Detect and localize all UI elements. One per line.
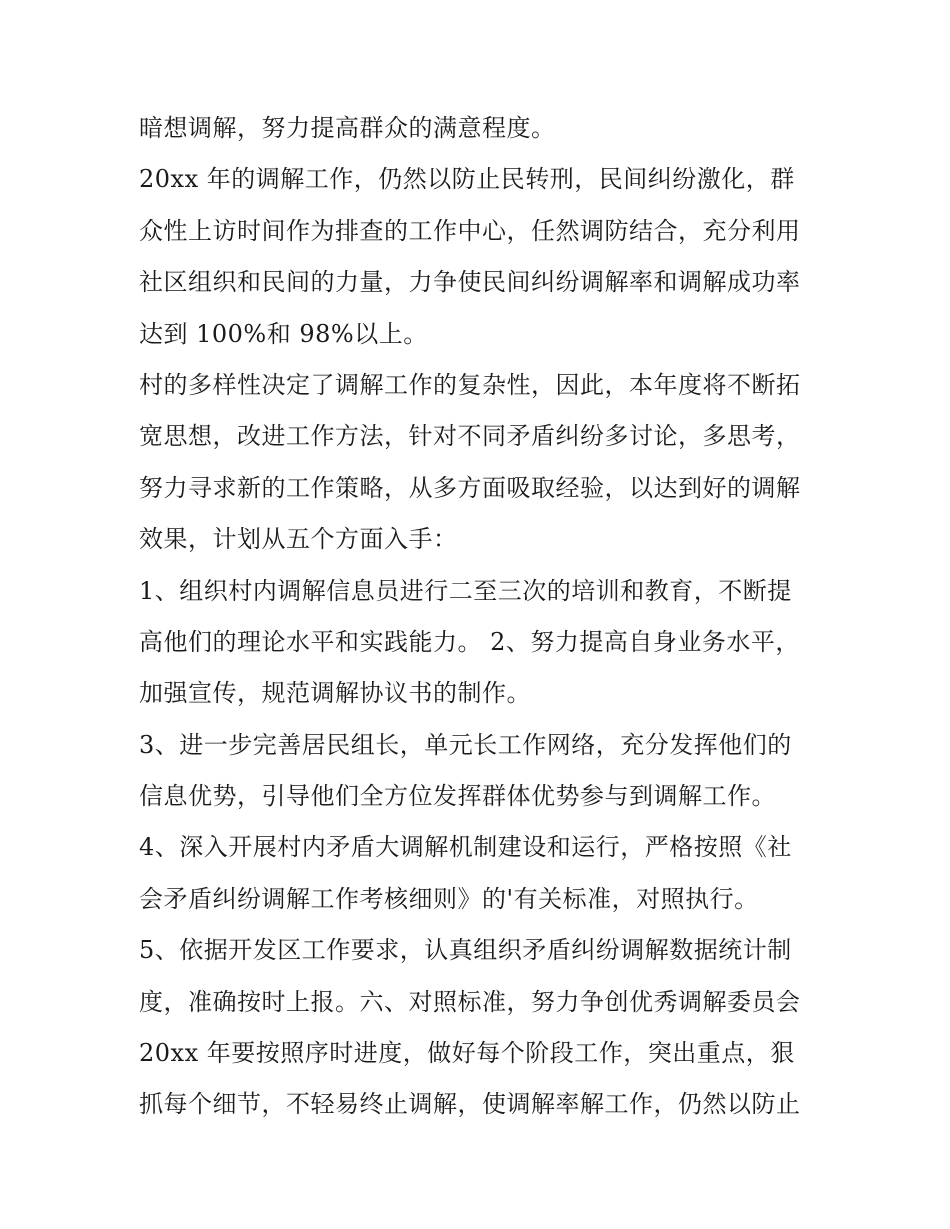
text-line-16: 会矛盾纠纷调解工作考核细则》的'有关标准，对照执行。 <box>139 884 759 913</box>
text-line-6: 村的多样性决定了调解工作的复杂性，因此，本年度将不断拓 <box>139 370 801 399</box>
text-line-20: 抓每个细节，不轻易终止调解，使调解率解工作，仍然以防止 <box>139 1090 801 1119</box>
text-line-14: 信息优势，引导他们全方位发挥群体优势参与到调解工作。 <box>139 782 776 811</box>
text-line-10: 1、组织村内调解信息员进行二至三次的培训和教育，不断提 <box>139 576 792 605</box>
text-line-4: 社区组织和民间的力量，力争使民间纠纷调解率和调解成功率 <box>139 268 801 297</box>
text-line-2: 20xx 年的调解工作，仍然以防止民转刑，民间纠纷激化，群 <box>139 165 795 194</box>
document-body <box>139 103 819 1131</box>
text-line-13: 3、进一步完善居民组长，单元长工作网络，充分发挥他们的 <box>139 730 792 759</box>
text-line-3: 众性上访时间作为排查的工作中心，任然调防结合，充分利用 <box>139 216 801 245</box>
text-line-7: 宽思想，改进工作方法，针对不同矛盾纠纷多讨论，多思考， <box>139 422 801 451</box>
text-line-11: 高他们的理论水平和实践能力。 2、努力提高自身业务水平， <box>139 627 800 656</box>
text-line-15: 4、深入开展村内矛盾大调解机制建设和运行，严格按照《社 <box>139 833 792 862</box>
text-line-19: 20xx 年要按照序时进度，做好每个阶段工作，突出重点，狠 <box>139 1039 795 1068</box>
text-line-9: 效果，计划从五个方面入手： <box>139 525 458 554</box>
text-line-17: 5、依据开发区工作要求，认真组织矛盾纠纷调解数据统计制 <box>139 936 792 965</box>
text-line-8: 努力寻求新的工作策略，从多方面吸取经验，以达到好的调解 <box>139 473 801 502</box>
text-line-18: 度，准确按时上报。六、对照标准，努力争创优秀调解委员会 <box>139 987 801 1016</box>
text-line-5: 达到 100%和 98%以上。 <box>139 319 428 348</box>
text-line-12: 加强宣传，规范调解协议书的制作。 <box>139 679 531 708</box>
text-line-1: 暗想调解，努力提高群众的满意程度。 <box>139 114 556 142</box>
